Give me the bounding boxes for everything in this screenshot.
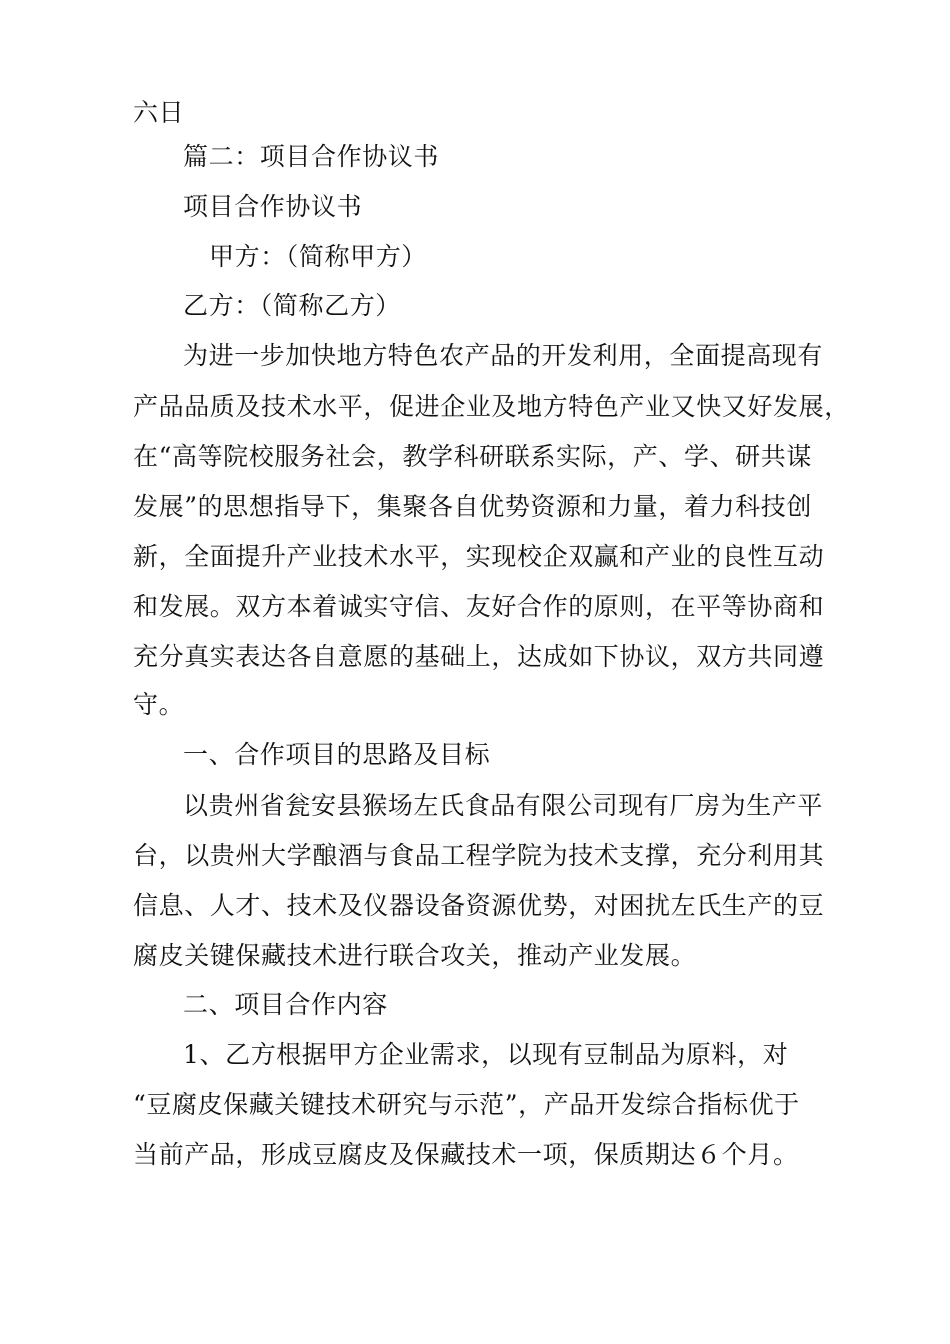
paragraph-line: 台，以贵州大学酿酒与食品工程学院为技术支撑，充分利用其 <box>133 841 825 870</box>
section-heading: 一、合作项目的思路及目标 <box>183 740 491 769</box>
party-b-line: 乙方：（简称乙方） <box>183 291 401 320</box>
paragraph-line: 充分真实表达各自意愿的基础上，达成如下协议，双方共同遵 <box>133 642 825 671</box>
paragraph-line: 和发展。双方本着诚实守信、友好合作的原则，在平等协商和 <box>133 592 825 621</box>
paragraph-line: 腐皮关键保藏技术进行联合攻关，推动产业发展。 <box>133 941 697 970</box>
party-a-line: 甲方：（简称甲方） <box>209 242 427 271</box>
section-heading: 二、项目合作内容 <box>183 990 388 1019</box>
document-title: 项目合作协议书 <box>183 192 363 221</box>
paragraph-line: “豆腐皮保藏关键技术研究与示范”，产品开发综合指标优于 <box>133 1090 800 1119</box>
paragraph-line: 在“高等院校服务社会，教学科研联系实际，产、学、研共谋 <box>133 442 812 471</box>
paragraph-line: 信息、人才、技术及仪器设备资源优势，对困扰左氏生产的豆 <box>133 891 825 920</box>
section-heading: 篇二：项目合作协议书 <box>183 142 440 171</box>
paragraph-line: 发展”的思想指导下，集聚各自优势资源和力量，着力科技创 <box>133 492 812 521</box>
paragraph-line: 当前产品，形成豆腐皮及保藏技术一项，保质期达６个月。 <box>133 1140 799 1169</box>
paragraph-line: 守。 <box>133 690 185 719</box>
paragraph-line: 以贵州省瓮安县猴场左氏食品有限公司现有厂房为生产平 <box>183 791 824 820</box>
text-line: 六日 <box>133 98 185 127</box>
paragraph-line: 新，全面提升产业技术水平，实现校企双赢和产业的良性互动 <box>133 542 825 571</box>
paragraph-line: 1、乙方根据甲方企业需求，以现有豆制品为原料，对 <box>183 1040 789 1069</box>
paragraph-line: 产品品质及技术水平，促进企业及地方特色产业又快又好发展， <box>133 392 850 421</box>
paragraph-line: 为进一步加快地方特色农产品的开发利用，全面提高现有 <box>183 341 824 370</box>
